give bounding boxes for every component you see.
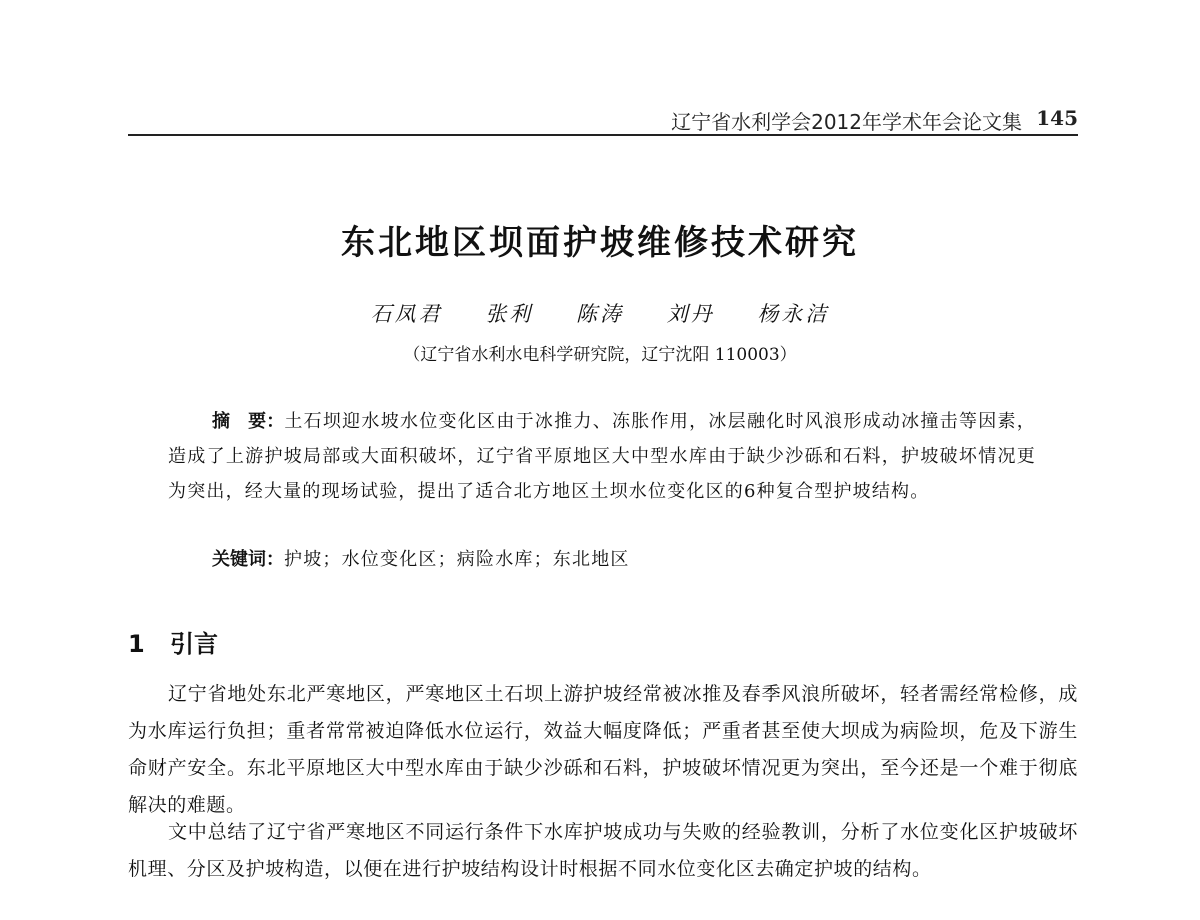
keywords-label: 关键词： [212,549,284,570]
keywords [212,542,1052,577]
paper-title: 东北地区坝面护坡维修技术研究 [341,223,859,263]
abstract-label: 摘 要： [212,411,285,432]
author-name: 石凤君 [370,302,443,326]
author-affiliation: （辽宁省水利水电科学研究院，辽宁沈阳 110003） [403,345,797,365]
keywords-text: 护坡；水位变化区；病险水库；东北地区 [284,549,630,570]
author-name: 陈涛 [576,302,624,326]
page-number: 145 [1036,106,1078,130]
journal-title: 辽宁省水利学会2012年学术年会论文集 [671,110,1022,134]
author-name: 杨永洁 [757,302,830,326]
author-list [0,298,1200,328]
author-name: 刘丹 [666,302,715,326]
running-header [128,106,1078,136]
body-paragraph: 辽宁省地处东北严寒地区，严寒地区土石坝上游护坡经常被冰推及春季风浪所破坏，轻者需经常检修，成为水库运行负担；重者常常被迫降低水位运行，效益大幅度降低；严重者甚至使大坝成为病险坝，危及下游生命财产安全。东北平原地区大中型水库由于缺少沙砾和石料，护坡破坏情况更为突出，至今还是一个难于彻底解决的难题。 [128,683,1078,816]
section-number: 1 [128,630,145,658]
abstract [168,404,1036,509]
body-paragraph: 文中总结了辽宁省严寒地区不同运行条件下水库护坡成功与失败的经验教训，分析了水位变化区护坡破坏机理、分区及护坡构造，以便在进行护坡结构设计时根据不同水位变化区去确定护坡的结构。 [128,821,1078,880]
author-name: 张利 [485,302,534,326]
abstract-text: 土石坝迎水坡水位变化区由于冰推力、冻胀作用，冰层融化时风浪形成动冰撞击等因素，造成了上游护坡局部或大面积破坏，辽宁省平原地区大中型水库由于缺少沙砾和石料，护坡破坏情况更为突出，经大量的现场试验，提出了适合北方地区土坝水位变化区的6种复合型护坡结构。 [168,411,1037,502]
section-title: 引言 [170,630,218,658]
section-heading [128,624,218,659]
